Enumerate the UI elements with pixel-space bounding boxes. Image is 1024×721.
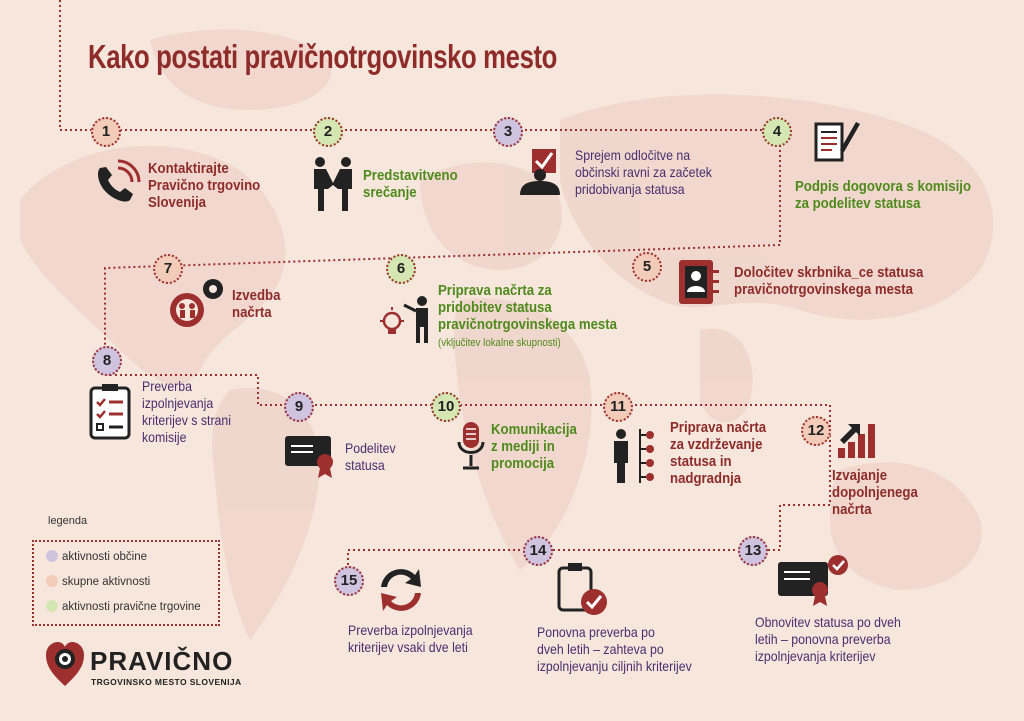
renewed-certificate-icon <box>776 554 850 606</box>
presenter-lightbulb-icon <box>378 295 434 345</box>
gears-people-icon <box>165 276 227 332</box>
step-15-number: 15 <box>334 566 364 596</box>
legend-item-municipality <box>46 550 147 563</box>
checklist-clipboard-icon <box>88 382 134 440</box>
step-4-label: Podpis dogovora s komisijo za podelitev statusa <box>795 178 972 212</box>
person-timeline-icon <box>610 425 658 485</box>
step-5-number: 5 <box>632 252 662 282</box>
legend-title: legenda <box>48 515 88 527</box>
clipboard-check-icon <box>556 560 610 618</box>
step-3-number: 3 <box>493 117 523 147</box>
step-8-label: Preverba izpolnjevanja kriterijev s strani komisije <box>142 378 232 445</box>
step-6-number: 6 <box>386 254 416 284</box>
vote-ballot-icon <box>516 145 568 197</box>
legend-label: skupne aktivnosti <box>62 576 151 588</box>
contact-card-icon <box>677 258 721 306</box>
phone-icon <box>92 158 142 208</box>
step-12-label: Izvajanje dopolnjenega načrta <box>832 467 918 518</box>
heart-pin-logo-icon <box>44 640 86 688</box>
step-1-number: 1 <box>91 117 121 147</box>
step-9-label: Podelitev statusa <box>345 440 396 473</box>
step-6-label <box>438 282 617 352</box>
step-10-label: Komunikacija z mediji in promocija <box>491 421 577 472</box>
step-10-number: 10 <box>431 392 461 422</box>
step-11-label: Priprava načrta za vzdrževanje statusa in nadgradnja <box>670 419 767 487</box>
legend-label: aktivnosti pravične trgovine <box>62 601 201 613</box>
step-8-number: 8 <box>92 346 122 376</box>
step-14-number: 14 <box>523 536 553 566</box>
step-2-number: 2 <box>313 117 343 147</box>
step-5-label: Določitev skrbnika_ce statusa pravičnotrgovinskega mesta <box>734 264 924 298</box>
refresh-arrows-icon <box>375 565 427 615</box>
brand-subtitle: TRGOVINSKO MESTO SLOVENIJA <box>91 677 242 687</box>
legend-dot-icon <box>46 600 58 612</box>
microphone-icon <box>455 420 487 472</box>
step-7-number: 7 <box>153 254 183 284</box>
step-11-number: 11 <box>603 392 633 422</box>
page-title: Kako postati pravičnotrgovinsko mesto <box>88 38 558 75</box>
growth-chart-icon <box>836 418 880 460</box>
step-2-label: Predstavitveno srečanje <box>363 167 458 201</box>
certificate-icon <box>283 432 341 478</box>
step-3-label: Sprejem odločitve na občinski ravni za začetek pridobivanja statusa <box>575 147 712 197</box>
step-15-label: Preverba izpolnjevanja kriterijev vsaki dve leti <box>348 622 473 655</box>
handshake-people-icon <box>310 155 356 213</box>
step-6-text: Priprava načrta za pridobitev statusa pravičnotrgovinskega mesta <box>438 282 618 333</box>
step-6-subtext: (vključitev lokalne skupnosti) <box>438 337 561 349</box>
legend-item-fairtrade <box>46 600 201 613</box>
legend-dot-icon <box>46 550 58 562</box>
step-13-number: 13 <box>738 536 768 566</box>
legend-item-joint <box>46 575 150 588</box>
step-1-label: Kontaktirajte Pravično trgovino Slovenija <box>148 160 261 211</box>
legend-dot-icon <box>46 575 58 587</box>
brand-name: PRAVIČNO <box>90 646 234 676</box>
document-signing-icon <box>812 118 862 164</box>
step-4-number: 4 <box>762 117 792 147</box>
step-12-number: 12 <box>801 416 831 446</box>
step-9-number: 9 <box>284 392 314 422</box>
step-7-label: Izvedba načrta <box>232 287 281 321</box>
legend <box>32 540 220 626</box>
step-14-label: Ponovna preverba po dveh letih – zahteva po izpolnjevanju ciljnih kriterijev <box>537 624 692 674</box>
legend-label: aktivnosti občine <box>62 551 148 563</box>
step-13-label: Obnovitev statusa po dveh letih – ponovna preverba izpolnjevanja kriterijev <box>755 614 901 664</box>
